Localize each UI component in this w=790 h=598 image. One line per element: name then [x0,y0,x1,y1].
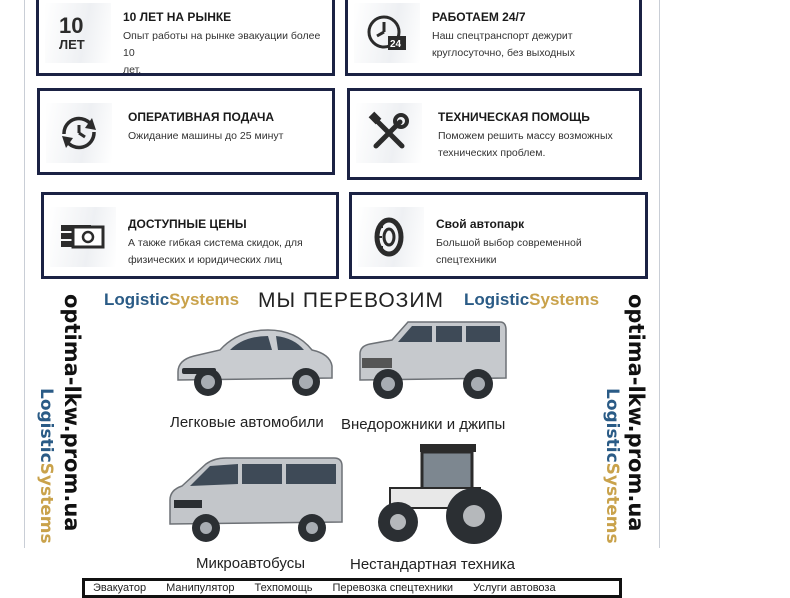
feature-card-fleet [349,192,648,279]
card-description: А также гибкая система скидок, для физических и юридических лиц [128,237,303,266]
caption-cars: Легковые автомобили [170,414,324,431]
brand-vertical-left: LogisticSystems [36,388,56,544]
tire-icon [358,207,424,267]
caption-special: Нестандартная техника [350,556,516,573]
card-description: Поможем решить массу возможных технических проблем. [438,130,613,159]
sedan-image [172,320,336,402]
money-icon [50,207,116,267]
tractor-image [378,444,502,544]
nav-item[interactable]: Техпомощь [254,582,313,594]
section-heading: МЫ ПЕРЕВОЗИМ [258,289,444,312]
feature-card-fast-delivery [37,88,335,175]
svg-text:10: 10 [59,13,84,38]
card-title: РАБОТАЕМ 24/7 [432,10,526,24]
clock-24-icon [354,3,420,63]
card-description: Опыт работы на рынке эвакуации более 10 лет. [123,30,321,76]
caption-suv: Внедорожники и джипы [341,416,506,433]
brand-vertical-right: LogisticSystems [602,388,622,544]
card-description: Большой выбор современной спецтехники [436,237,582,266]
site-url-right: optima-lkw.prom.ua [624,294,648,532]
brand-logo-left: LogisticSystems [104,290,240,309]
card-description: Наш спецтранспорт дежурит круглосуточно, без выходных [432,30,575,59]
card-title: ТЕХНИЧЕСКАЯ ПОМОЩЬ [438,110,590,124]
feature-card-10-years [36,0,335,76]
card-title: Свой автопарк [436,217,525,231]
site-url-left: optima-lkw.prom.ua [60,294,84,532]
feature-card-tech-help [347,88,642,180]
refresh-clock-icon [46,103,112,163]
svg-text:ЛЕТ: ЛЕТ [59,37,85,52]
card-description: Ожидание машины до 25 минут [128,130,284,142]
card-title: ОПЕРАТИВНАЯ ПОДАЧА [128,110,275,124]
wrench-screwdriver-icon [356,103,422,163]
svg-text:24: 24 [390,39,402,50]
brand-logo-right: LogisticSystems [464,290,600,309]
nav-item[interactable]: Перевозка спецтехники [332,582,454,594]
nav-item[interactable]: Услуги автовоза [473,582,556,594]
ten-years-icon [45,3,111,63]
feature-card-prices [41,192,339,279]
minibus-image [170,458,342,542]
card-title: ДОСТУПНЫЕ ЦЕНЫ [128,217,247,231]
feature-card-24-7 [345,0,642,76]
bottom-nav [82,578,622,598]
caption-minibus: Микроавтобусы [196,555,306,572]
nav-item[interactable]: Эвакуатор [93,582,147,594]
card-title: 10 ЛЕТ НА РЫНКЕ [123,10,232,24]
suv-image [360,322,506,399]
nav-item[interactable]: Манипулятор [166,582,235,594]
